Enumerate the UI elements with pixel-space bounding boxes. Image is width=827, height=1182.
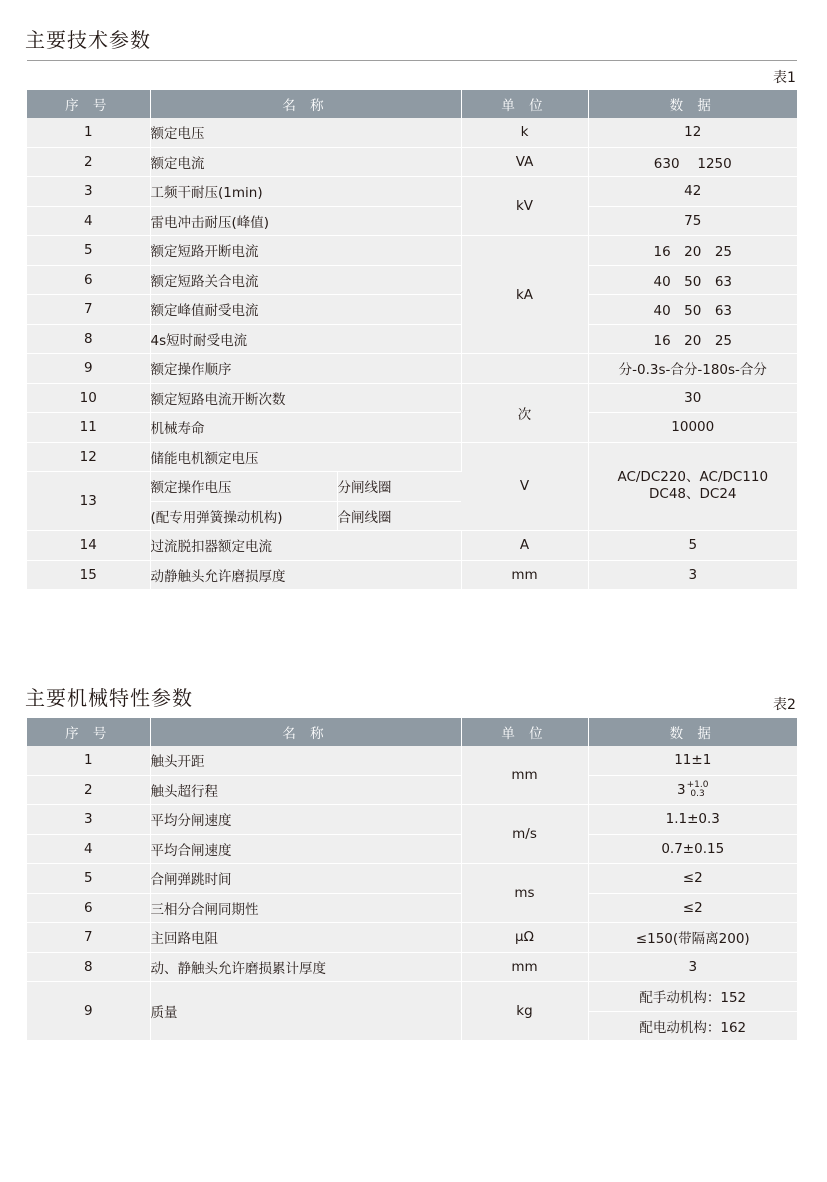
- row-value: 0.7±0.15: [588, 834, 797, 864]
- overtravel-tolerance: [687, 781, 709, 799]
- row-unit: A: [461, 531, 588, 561]
- row-unit: mm: [461, 952, 588, 982]
- table2-tag: 表2: [773, 697, 796, 713]
- row-unit: [461, 354, 588, 384]
- row-value: 5: [588, 531, 797, 561]
- table-row: [27, 923, 797, 953]
- row-unit: kV: [461, 177, 588, 236]
- row-name: 平均分闸速度: [150, 805, 461, 835]
- row-value: 配电动机构：162: [588, 1011, 797, 1041]
- section2-title: 主要机械特性参数: [25, 686, 193, 710]
- table1-tag: 表1: [773, 70, 796, 86]
- row-unit: k: [461, 118, 588, 147]
- row-no: 4: [27, 206, 150, 236]
- row-name: 工频干耐压(1min): [150, 177, 461, 207]
- table-row: [27, 982, 797, 1012]
- row-value: 40 50 63: [588, 295, 797, 325]
- row-value: 3: [588, 952, 797, 982]
- row-value: ≤2: [588, 893, 797, 923]
- table-row: [27, 383, 797, 413]
- table-header-row: [27, 718, 797, 746]
- header-no: 序 号: [27, 718, 150, 746]
- row-name: 额定电流: [150, 147, 461, 177]
- voltage-values-line1: AC/DC220、AC/DC110: [617, 469, 769, 486]
- row-no: 13: [27, 472, 150, 531]
- row-unit: V: [461, 442, 588, 531]
- overtravel-base: 3: [677, 781, 686, 798]
- table-row: [27, 775, 797, 805]
- row-no: 7: [27, 923, 150, 953]
- table-row: [27, 952, 797, 982]
- table-row: [27, 354, 797, 384]
- row-name: 质量: [150, 982, 461, 1041]
- row-no: 4: [27, 834, 150, 864]
- row-no: 1: [27, 746, 150, 775]
- header-name: 名 称: [150, 90, 461, 118]
- row-name: 平均合闸速度: [150, 834, 461, 864]
- row-subname: 合闸线圈: [337, 501, 461, 531]
- row-value: 16 20 25: [588, 324, 797, 354]
- row-no: 9: [27, 354, 150, 384]
- row-value: [588, 775, 797, 805]
- row-no: 11: [27, 413, 150, 443]
- row-value: 分-0.3s-合分-180s-合分: [588, 354, 797, 384]
- row-subname: 分闸线圈: [337, 472, 461, 502]
- table-row: [27, 746, 797, 775]
- row-value: 配手动机构：152: [588, 982, 797, 1012]
- row-value: 11±1: [588, 746, 797, 775]
- tolerance-upper: +1.0: [686, 779, 709, 790]
- row-name: 雷电冲击耐压(峰值): [150, 206, 461, 236]
- table-row: [27, 147, 797, 177]
- row-name: 额定短路电流开断次数: [150, 383, 461, 413]
- header-unit: 单 位: [461, 718, 588, 746]
- row-value: 42: [588, 177, 797, 207]
- table-row: [27, 206, 797, 236]
- row-unit: mm: [461, 560, 588, 590]
- row-name: 动静触头允许磨损厚度: [150, 560, 461, 590]
- row-name: 动、静触头允许磨损累计厚度: [150, 952, 461, 982]
- row-value: [588, 442, 797, 531]
- row-name: 三相分合闸同期性: [150, 893, 461, 923]
- row-no: 12: [27, 442, 150, 472]
- row-value: ≤150(带隔离200): [588, 923, 797, 953]
- row-no: 10: [27, 383, 150, 413]
- row-no: 6: [27, 265, 150, 295]
- row-unit: mm: [461, 746, 588, 805]
- table-row: [27, 531, 797, 561]
- row-name: 储能电机额定电压: [150, 442, 461, 472]
- table-row: [27, 834, 797, 864]
- section1-divider: [27, 60, 797, 61]
- table-row: [27, 805, 797, 835]
- table-row: [27, 442, 797, 472]
- section1-title: 主要技术参数: [25, 28, 151, 52]
- table-row: [27, 118, 797, 147]
- row-unit: m/s: [461, 805, 588, 864]
- row-value: 1.1±0.3: [588, 805, 797, 835]
- row-no: 3: [27, 177, 150, 207]
- mechanical-params-table: [27, 718, 797, 1041]
- row-no: 1: [27, 118, 150, 147]
- row-value: 10000: [588, 413, 797, 443]
- row-value: 75: [588, 206, 797, 236]
- row-no: 7: [27, 295, 150, 325]
- row-unit: ms: [461, 864, 588, 923]
- table-row: [27, 265, 797, 295]
- row-name: 合闸弹跳时间: [150, 864, 461, 894]
- row-value: 630 1250: [588, 147, 797, 177]
- row-no: 14: [27, 531, 150, 561]
- row-unit: μΩ: [461, 923, 588, 953]
- tolerance-lower: 0.3: [690, 788, 705, 799]
- row-no: 6: [27, 893, 150, 923]
- row-unit: kg: [461, 982, 588, 1041]
- row-name: 触头开距: [150, 746, 461, 775]
- row-no: 9: [27, 982, 150, 1041]
- header-value: 数 据: [588, 90, 797, 118]
- row-name: 机械寿命: [150, 413, 461, 443]
- row-no: 3: [27, 805, 150, 835]
- header-no: 序 号: [27, 90, 150, 118]
- row-name: 额定峰值耐受电流: [150, 295, 461, 325]
- row-unit: VA: [461, 147, 588, 177]
- row-value: ≤2: [588, 864, 797, 894]
- voltage-values-line2: DC48、DC24: [649, 486, 737, 503]
- table-row: [27, 177, 797, 207]
- technical-params-table: [27, 90, 797, 590]
- row-no: 5: [27, 864, 150, 894]
- row-value: 16 20 25: [588, 236, 797, 266]
- table-row: [27, 295, 797, 325]
- row-no: 2: [27, 147, 150, 177]
- row-name: 主回路电阻: [150, 923, 461, 953]
- row-name: 4s短时耐受电流: [150, 324, 461, 354]
- row-name: 额定操作顺序: [150, 354, 461, 384]
- table-row: [27, 864, 797, 894]
- header-unit: 单 位: [461, 90, 588, 118]
- row-name: 过流脱扣器额定电流: [150, 531, 461, 561]
- header-name: 名 称: [150, 718, 461, 746]
- row-no: 8: [27, 324, 150, 354]
- row-value: 30: [588, 383, 797, 413]
- row-no: 5: [27, 236, 150, 266]
- row-name: 额定电压: [150, 118, 461, 147]
- table-row: [27, 324, 797, 354]
- row-no: 2: [27, 775, 150, 805]
- row-no: 15: [27, 560, 150, 590]
- row-name: 触头超行程: [150, 775, 461, 805]
- row-no: 8: [27, 952, 150, 982]
- table-row: [27, 413, 797, 443]
- table-row: [27, 893, 797, 923]
- table-row: [27, 236, 797, 266]
- row-name: 额定短路开断电流: [150, 236, 461, 266]
- row-name: (配专用弹簧操动机构): [150, 501, 337, 531]
- row-unit: kA: [461, 236, 588, 354]
- row-value: 40 50 63: [588, 265, 797, 295]
- table-header-row: [27, 90, 797, 118]
- table-row: [27, 560, 797, 590]
- row-name: 额定短路关合电流: [150, 265, 461, 295]
- row-value: 12: [588, 118, 797, 147]
- row-value: 3: [588, 560, 797, 590]
- row-name: 额定操作电压: [150, 472, 337, 502]
- header-value: 数 据: [588, 718, 797, 746]
- row-unit: 次: [461, 383, 588, 442]
